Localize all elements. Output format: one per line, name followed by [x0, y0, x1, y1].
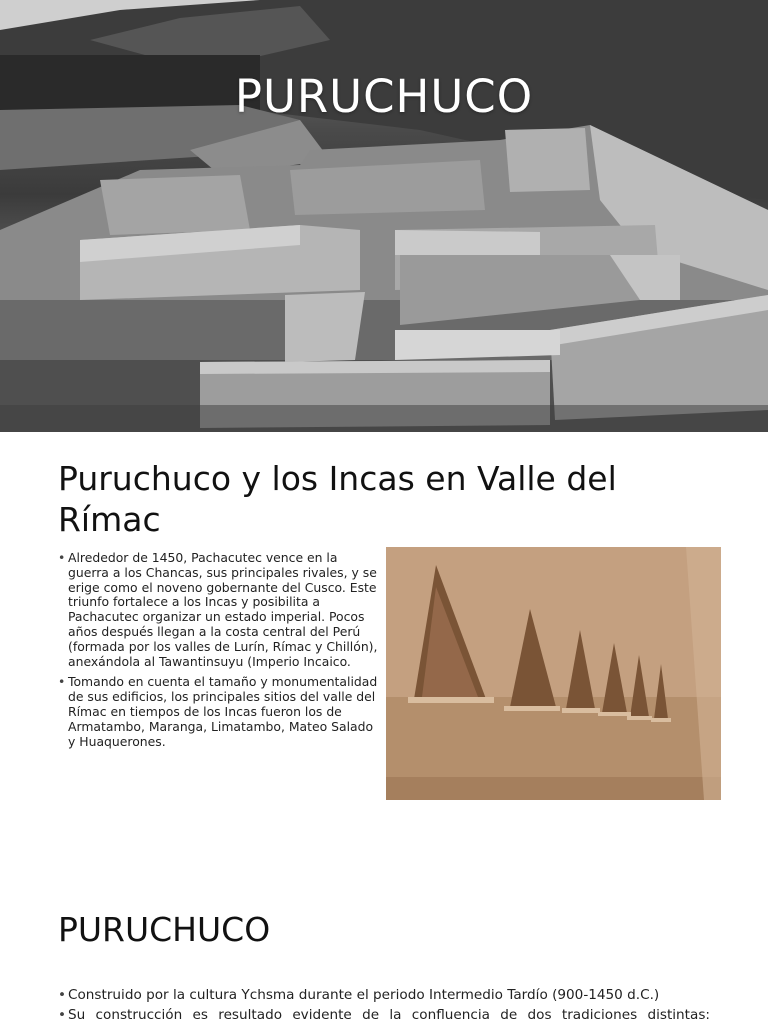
- list-item: • Tomando en cuenta el tamaño y monumentalidad de sus edificios, los principales sitios del valle del Rímac en tiempos de los Incas fueron los de Armatambo, Maranga, Limatambo, Mateo Salado y Huaquerones.: [58, 675, 382, 749]
- list-item: • Alrededor de 1450, Pachacutec vence en la guerra a los Chancas, sus principales rivales, y se erige como el noveno gobernante del Cusco. Este triunfo fortalece a los Incas y posibilita a Pachacutec organizar un estado imperial. Pocos años después llegan a la costa central del Perú (formada por los valles de Lurín, Rímac y Chillón), anexándola al Tawantinsuyu (Imperio Incaico.: [58, 551, 382, 669]
- hero-photo-puruchuco-ruins: [0, 0, 768, 432]
- bullet-list: [58, 551, 382, 755]
- list-item: • Su construcción es resultado evidente de la confluencia de dos tradiciones distintas:: [58, 1005, 710, 1025]
- trapezoidal-niches-photo: [386, 547, 721, 800]
- ruins-illustration: [0, 0, 768, 432]
- section-title: Puruchuco y los Incas en Valle del Rímac: [58, 459, 617, 539]
- niches-illustration: [386, 547, 721, 800]
- section-title: PURUCHUCO: [58, 910, 271, 949]
- bullet-list: [58, 985, 710, 1025]
- list-item: • Construido por la cultura Ychsma durante el periodo Intermedio Tardío (900-1450 d.C.): [58, 985, 710, 1005]
- slide-title: PURUCHUCO: [234, 70, 534, 123]
